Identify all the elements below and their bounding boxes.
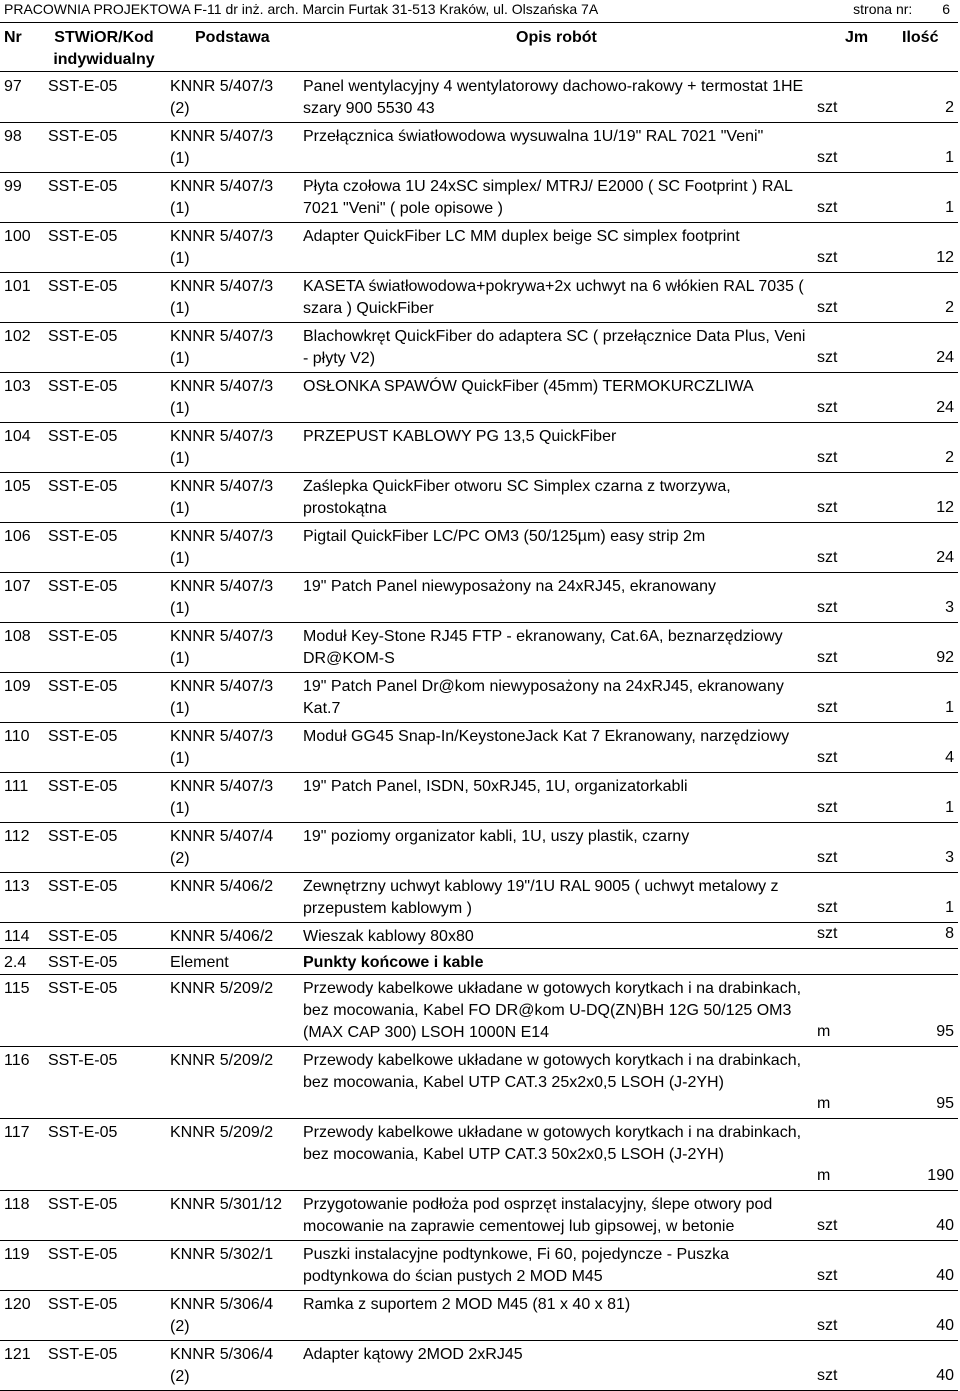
row-base: KNNR 5/407/3 (1) — [170, 178, 274, 217]
table-row — [0, 573, 958, 623]
table-row — [0, 873, 958, 923]
table-header — [0, 25, 958, 72]
row-code: SST-E-05 — [48, 954, 118, 971]
row-nr: 119 — [4, 1246, 30, 1263]
row-nr: 107 — [4, 578, 31, 595]
row-desc: Blachowkręt QuickFiber do adaptera SC ( przełącznice Data Plus, Veni - płyty V2) — [303, 328, 806, 367]
row-unit: szt — [817, 149, 838, 166]
row-base: Element — [170, 954, 229, 971]
table-row — [0, 923, 958, 949]
row-desc: Punkty końcowe i kable — [303, 954, 484, 971]
col-nr: Nr — [4, 29, 22, 46]
col-unit: Jm — [845, 29, 869, 46]
row-nr: 118 — [4, 1196, 30, 1213]
row-desc: Panel wentylacyjny 4 wentylatorowy dachowo-rakowy + termostat 1HE szary 900 5530 43 — [303, 78, 804, 117]
table-row — [0, 173, 958, 223]
row-nr: 116 — [4, 1052, 30, 1069]
table-row — [0, 1291, 958, 1341]
row-code: SST-E-05 — [48, 878, 118, 895]
row-code: SST-E-05 — [48, 78, 118, 95]
row-unit: szt — [817, 449, 838, 466]
table-row — [0, 223, 958, 273]
row-unit: szt — [817, 925, 838, 942]
row-code: SST-E-05 — [48, 1196, 118, 1213]
row-desc: Zewnętrzny uchwyt kablowy 19"/1U RAL 9005 ( uchwyt metalowy z przepustem kablowym ) — [303, 878, 779, 917]
row-desc: Adapter QuickFiber LC MM duplex beige SC simplex footprint — [303, 228, 740, 245]
row-base: KNNR 5/407/3 (1) — [170, 478, 274, 517]
row-nr: 103 — [4, 378, 31, 395]
row-nr: 109 — [4, 678, 31, 695]
row-desc: Pigtail QuickFiber LC/PC OM3 (50/125µm) easy strip 2m — [303, 528, 706, 545]
row-nr: 101 — [4, 278, 31, 295]
row-desc: Przewody kabelkowe układane w gotowych korytkach i na drabinkach, bez mocowania, Kabel UTP CAT.3 25x2x0,5 LSOH (J-2YH) — [303, 1052, 802, 1091]
row-base: KNNR 5/301/12 — [170, 1196, 283, 1213]
section-row — [0, 949, 958, 975]
row-desc: Płyta czołowa 1U 24xSC simplex/ MTRJ/ E2000 ( SC Footprint ) RAL 7021 "Veni" ( pole opisowe ) — [303, 178, 793, 217]
table-row — [0, 73, 958, 123]
row-desc: Adapter kątowy 2MOD 2xRJ45 — [303, 1346, 523, 1363]
table-row — [0, 523, 958, 573]
row-code: SST-E-05 — [48, 228, 118, 245]
row-unit: szt — [817, 599, 838, 616]
row-nr: 105 — [4, 478, 31, 495]
row-unit: szt — [817, 199, 838, 216]
col-code: STWiOR/Kod indywidualny — [53, 29, 155, 68]
row-unit: szt — [817, 99, 838, 116]
row-desc: OSŁONKA SPAWÓW QuickFiber (45mm) TERMOKURCZLIWA — [303, 378, 754, 395]
row-code: SST-E-05 — [48, 578, 118, 595]
table-row — [0, 123, 958, 173]
table-row — [0, 323, 958, 373]
table-row — [0, 673, 958, 723]
row-code: SST-E-05 — [48, 828, 118, 845]
row-nr: 2.4 — [4, 954, 27, 971]
row-nr: 99 — [4, 178, 22, 195]
row-unit: szt — [817, 1267, 838, 1284]
row-qty: 1 — [945, 699, 954, 716]
row-base: KNNR 5/406/2 — [170, 878, 274, 895]
office-title: PRACOWNIA PROJEKTOWA F-11 dr inż. arch. Marcin Furtak 31-513 Kraków, ul. Olszańska 7A — [4, 1, 599, 17]
row-qty: 2 — [945, 299, 954, 316]
row-unit: szt — [817, 1217, 838, 1234]
row-nr: 117 — [4, 1124, 30, 1141]
row-unit: szt — [817, 299, 838, 316]
row-code: SST-E-05 — [48, 128, 118, 145]
table-row — [0, 1241, 958, 1291]
row-nr: 120 — [4, 1296, 31, 1313]
row-base: KNNR 5/306/4 (2) — [170, 1296, 274, 1335]
row-qty: 3 — [945, 849, 954, 866]
row-nr: 106 — [4, 528, 31, 545]
row-code: SST-E-05 — [48, 178, 118, 195]
table-row — [0, 723, 958, 773]
row-unit: szt — [817, 1317, 838, 1334]
row-unit: szt — [817, 849, 838, 866]
row-qty: 24 — [936, 399, 954, 416]
row-nr: 115 — [4, 980, 30, 997]
row-base: KNNR 5/407/3 (1) — [170, 328, 274, 367]
row-desc: Moduł GG45 Snap-In/KeystoneJack Kat 7 Ekranowany, narzędziowy — [303, 728, 790, 745]
table-row — [0, 373, 958, 423]
row-nr: 97 — [4, 78, 22, 95]
row-qty: 24 — [936, 549, 954, 566]
row-nr: 113 — [4, 878, 30, 895]
table-row — [0, 273, 958, 323]
col-desc: Opis robót — [516, 29, 597, 46]
row-qty: 1 — [945, 199, 954, 216]
table-row — [0, 623, 958, 673]
row-unit: szt — [817, 699, 838, 716]
row-base: KNNR 5/209/2 — [170, 980, 274, 997]
row-unit: m — [817, 1023, 831, 1040]
col-base: Podstawa — [195, 29, 270, 46]
table-row — [0, 423, 958, 473]
row-desc: 19" poziomy organizator kabli, 1U, uszy plastik, czarny — [303, 828, 690, 845]
row-base: KNNR 5/407/3 (1) — [170, 378, 274, 417]
page-number: 6 — [942, 1, 950, 17]
row-nr: 112 — [4, 828, 30, 845]
row-nr: 100 — [4, 228, 31, 245]
row-unit: szt — [817, 549, 838, 566]
row-qty: 12 — [936, 499, 954, 516]
row-base: KNNR 5/407/3 (1) — [170, 728, 274, 767]
row-unit: szt — [817, 499, 838, 516]
row-code: SST-E-05 — [48, 980, 118, 997]
table-row — [0, 473, 958, 523]
row-unit: szt — [817, 799, 838, 816]
row-code: SST-E-05 — [48, 1052, 118, 1069]
row-nr: 98 — [4, 128, 22, 145]
row-unit: szt — [817, 749, 838, 766]
row-base: KNNR 5/209/2 — [170, 1124, 274, 1141]
row-base: KNNR 5/407/3 (1) — [170, 428, 274, 467]
row-qty: 1 — [945, 149, 954, 166]
row-desc: KASETA światłowodowa+pokrywa+2x uchwyt na 6 włókien RAL 7035 ( szara ) QuickFiber — [303, 278, 804, 317]
row-qty: 1 — [945, 899, 954, 916]
row-desc: Przygotowanie podłoża pod osprzęt instalacyjny, ślepe otwory pod mocowanie na zaprawie cementowej lub gipsowej, w betonie — [303, 1196, 773, 1235]
col-qty: Ilość — [902, 29, 939, 46]
row-desc: PRZEPUST KABLOWY PG 13,5 QuickFiber — [303, 428, 617, 445]
row-nr: 102 — [4, 328, 31, 345]
row-code: SST-E-05 — [48, 1296, 118, 1313]
row-desc: Moduł Key-Stone RJ45 FTP - ekranowany, Cat.6A, beznarzędziowy DR@KOM-S — [303, 628, 783, 667]
row-code: SST-E-05 — [48, 428, 118, 445]
row-unit: szt — [817, 899, 838, 916]
row-qty: 2 — [945, 449, 954, 466]
row-base: KNNR 5/407/3 (1) — [170, 678, 274, 717]
row-nr: 114 — [4, 928, 30, 945]
row-qty: 190 — [927, 1167, 954, 1184]
row-code: SST-E-05 — [48, 728, 118, 745]
row-desc: 19" Patch Panel, ISDN, 50xRJ45, 1U, organizatorkabli — [303, 778, 688, 795]
row-unit: m — [817, 1095, 831, 1112]
row-desc: Wieszak kablowy 80x80 — [303, 928, 474, 945]
row-qty: 2 — [945, 99, 954, 116]
row-base: KNNR 5/407/3 (1) — [170, 528, 274, 567]
row-qty: 4 — [945, 749, 954, 766]
table-row — [0, 823, 958, 873]
row-qty: 24 — [936, 349, 954, 366]
row-code: SST-E-05 — [48, 528, 118, 545]
row-nr: 121 — [4, 1346, 31, 1363]
row-base: KNNR 5/302/1 — [170, 1246, 274, 1263]
row-base: KNNR 5/407/3 (1) — [170, 578, 274, 617]
page-header — [0, 0, 958, 23]
row-code: SST-E-05 — [48, 1246, 118, 1263]
row-unit: m — [817, 1167, 831, 1184]
row-desc: Ramka z suportem 2 MOD M45 (81 x 40 x 81) — [303, 1296, 631, 1313]
row-qty: 95 — [936, 1023, 954, 1040]
row-code: SST-E-05 — [48, 378, 118, 395]
row-qty: 1 — [945, 799, 954, 816]
row-base: KNNR 5/407/3 (1) — [170, 778, 274, 817]
row-base: KNNR 5/306/4 (2) — [170, 1346, 274, 1385]
row-nr: 104 — [4, 428, 31, 445]
table-row — [0, 975, 958, 1047]
table-row — [0, 1191, 958, 1241]
row-base: KNNR 5/407/3 (2) — [170, 78, 274, 117]
row-unit: szt — [817, 349, 838, 366]
row-code: SST-E-05 — [48, 478, 118, 495]
row-code: SST-E-05 — [48, 1346, 118, 1363]
table-row — [0, 1119, 958, 1191]
row-desc: Zaślepka QuickFiber otworu SC Simplex czarna z tworzywa, prostokątna — [303, 478, 731, 517]
row-desc: 19" Patch Panel niewyposażony na 24xRJ45, ekranowany — [303, 578, 717, 595]
row-code: SST-E-05 — [48, 278, 118, 295]
row-unit: szt — [817, 399, 838, 416]
row-code: SST-E-05 — [48, 778, 118, 795]
table-row — [0, 1341, 958, 1391]
row-base: KNNR 5/407/3 (1) — [170, 228, 274, 267]
row-code: SST-E-05 — [48, 328, 118, 345]
row-base: KNNR 5/407/3 (1) — [170, 628, 274, 667]
row-qty: 40 — [936, 1217, 954, 1234]
row-unit: szt — [817, 649, 838, 666]
page-number-block — [827, 1, 950, 17]
row-desc: Puszki instalacyjne podtynkowe, Fi 60, pojedyncze - Puszka podtynkowa do ścian pustych 2 MOD M45 — [303, 1246, 729, 1285]
row-base: KNNR 5/209/2 — [170, 1052, 274, 1069]
row-unit: szt — [817, 249, 838, 266]
row-qty: 3 — [945, 599, 954, 616]
table-row — [0, 773, 958, 823]
row-desc: Przewody kabelkowe układane w gotowych korytkach i na drabinkach, bez mocowania, Kabel FO DR@kom U-DQ(ZN)BH 12G 50/125 OM3 (MAX CAP 300) LSOH 1000N E14 — [303, 980, 802, 1041]
row-nr: 110 — [4, 728, 30, 745]
row-qty: 40 — [936, 1317, 954, 1334]
row-desc: Przewody kabelkowe układane w gotowych korytkach i na drabinkach, bez mocowania, Kabel UTP CAT.3 50x2x0,5 LSOH (J-2YH) — [303, 1124, 802, 1163]
row-desc: Przełącznica światłowodowa wysuwalna 1U/19" RAL 7021 "Veni" — [303, 128, 764, 145]
row-unit: szt — [817, 1367, 838, 1384]
row-qty: 95 — [936, 1095, 954, 1112]
row-qty: 92 — [936, 649, 954, 666]
row-code: SST-E-05 — [48, 1124, 118, 1141]
row-desc: 19" Patch Panel Dr@kom niewyposażony na 24xRJ45, ekranowany Kat.7 — [303, 678, 784, 717]
row-qty: 40 — [936, 1367, 954, 1384]
row-base: KNNR 5/407/4 (2) — [170, 828, 274, 867]
row-base: KNNR 5/407/3 (1) — [170, 278, 274, 317]
row-code: SST-E-05 — [48, 678, 118, 695]
row-base: KNNR 5/406/2 — [170, 928, 274, 945]
row-nr: 111 — [4, 778, 29, 795]
row-code: SST-E-05 — [48, 928, 118, 945]
row-base: KNNR 5/407/3 (1) — [170, 128, 274, 167]
row-qty: 12 — [936, 249, 954, 266]
row-qty: 40 — [936, 1267, 954, 1284]
page-label: strona nr: — [853, 1, 913, 17]
row-code: SST-E-05 — [48, 628, 118, 645]
table-body — [0, 73, 958, 1391]
table-row — [0, 1047, 958, 1119]
row-nr: 108 — [4, 628, 31, 645]
row-qty: 8 — [945, 925, 954, 942]
